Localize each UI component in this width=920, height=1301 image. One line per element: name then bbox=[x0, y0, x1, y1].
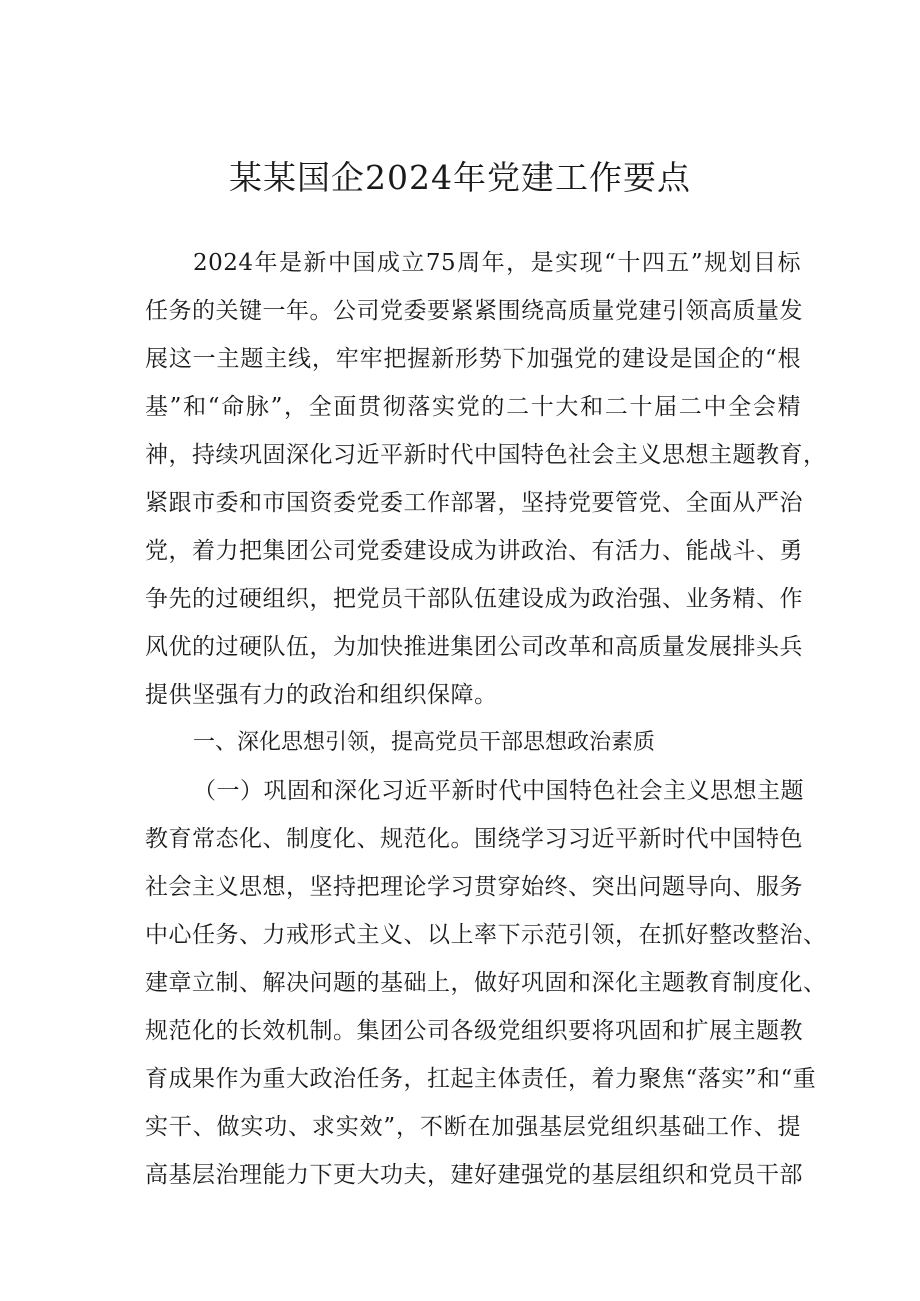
text-line: 紧跟市委和市国资委党委工作部署，坚持党要管党、全面从严治 bbox=[145, 490, 803, 516]
text-line: 规范化的长效机制。集团公司各级党组织要将巩固和扩展主题教 bbox=[145, 1018, 803, 1044]
text-line: 2024年是新中国成立75周年，是实现“十四五”规划目标 bbox=[193, 250, 801, 276]
text-line: 争先的过硬组织，把党员干部队伍建设成为政治强、业务精、作 bbox=[145, 586, 803, 612]
document-body bbox=[145, 239, 827, 1199]
section-1-paragraph bbox=[145, 767, 827, 1199]
text-line: 神，持续巩固深化习近平新时代中国特色社会主义思想主题教育， bbox=[145, 442, 827, 468]
text-line: 基”和“命脉”，全面贯彻落实党的二十大和二十届二中全会精 bbox=[145, 394, 801, 420]
text-line: 高基层治理能力下更大功夫，建好建强党的基层组织和党员干部 bbox=[145, 1162, 803, 1188]
text-line: 社会主义思想，坚持把理论学习贯穿始终、突出问题导向、服务 bbox=[145, 874, 803, 900]
text-line: 中心任务、力戒形式主义、以上率下示范引领，在抓好整改整治、 bbox=[145, 922, 827, 948]
intro-paragraph bbox=[145, 239, 827, 719]
text-line: （一）巩固和深化习近平新时代中国特色社会主义思想主题 bbox=[193, 778, 804, 804]
text-line: 提供坚强有力的政治和组织保障。 bbox=[145, 682, 498, 708]
document-title: 某某国企2024年党建工作要点 bbox=[229, 158, 691, 197]
text-line: 育成果作为重大政治任务，扛起主体责任，着力聚焦“落实”和“重 bbox=[145, 1066, 817, 1092]
text-line: 任务的关键一年。公司党委要紧紧围绕高质量党建引领高质量发 bbox=[145, 298, 803, 324]
text-line: 展这一主题主线，牢牢把握新形势下加强党的建设是国企的“根 bbox=[145, 346, 801, 372]
text-line: 党，着力把集团公司党委建设成为讲政治、有活力、能战斗、勇 bbox=[145, 538, 803, 564]
text-line: 教育常态化、制度化、规范化。围绕学习习近平新时代中国特色 bbox=[145, 826, 803, 852]
text-line: 建章立制、解决问题的基础上，做好巩固和深化主题教育制度化、 bbox=[145, 970, 827, 996]
section-heading: 一、深化思想引领，提高党员干部思想政治素质 bbox=[193, 730, 656, 755]
text-line: 实干、做实功、求实效”，不断在加强基层党组织基础工作、提 bbox=[145, 1114, 801, 1140]
text-line: 风优的过硬队伍，为加快推进集团公司改革和高质量发展排头兵 bbox=[145, 634, 803, 660]
